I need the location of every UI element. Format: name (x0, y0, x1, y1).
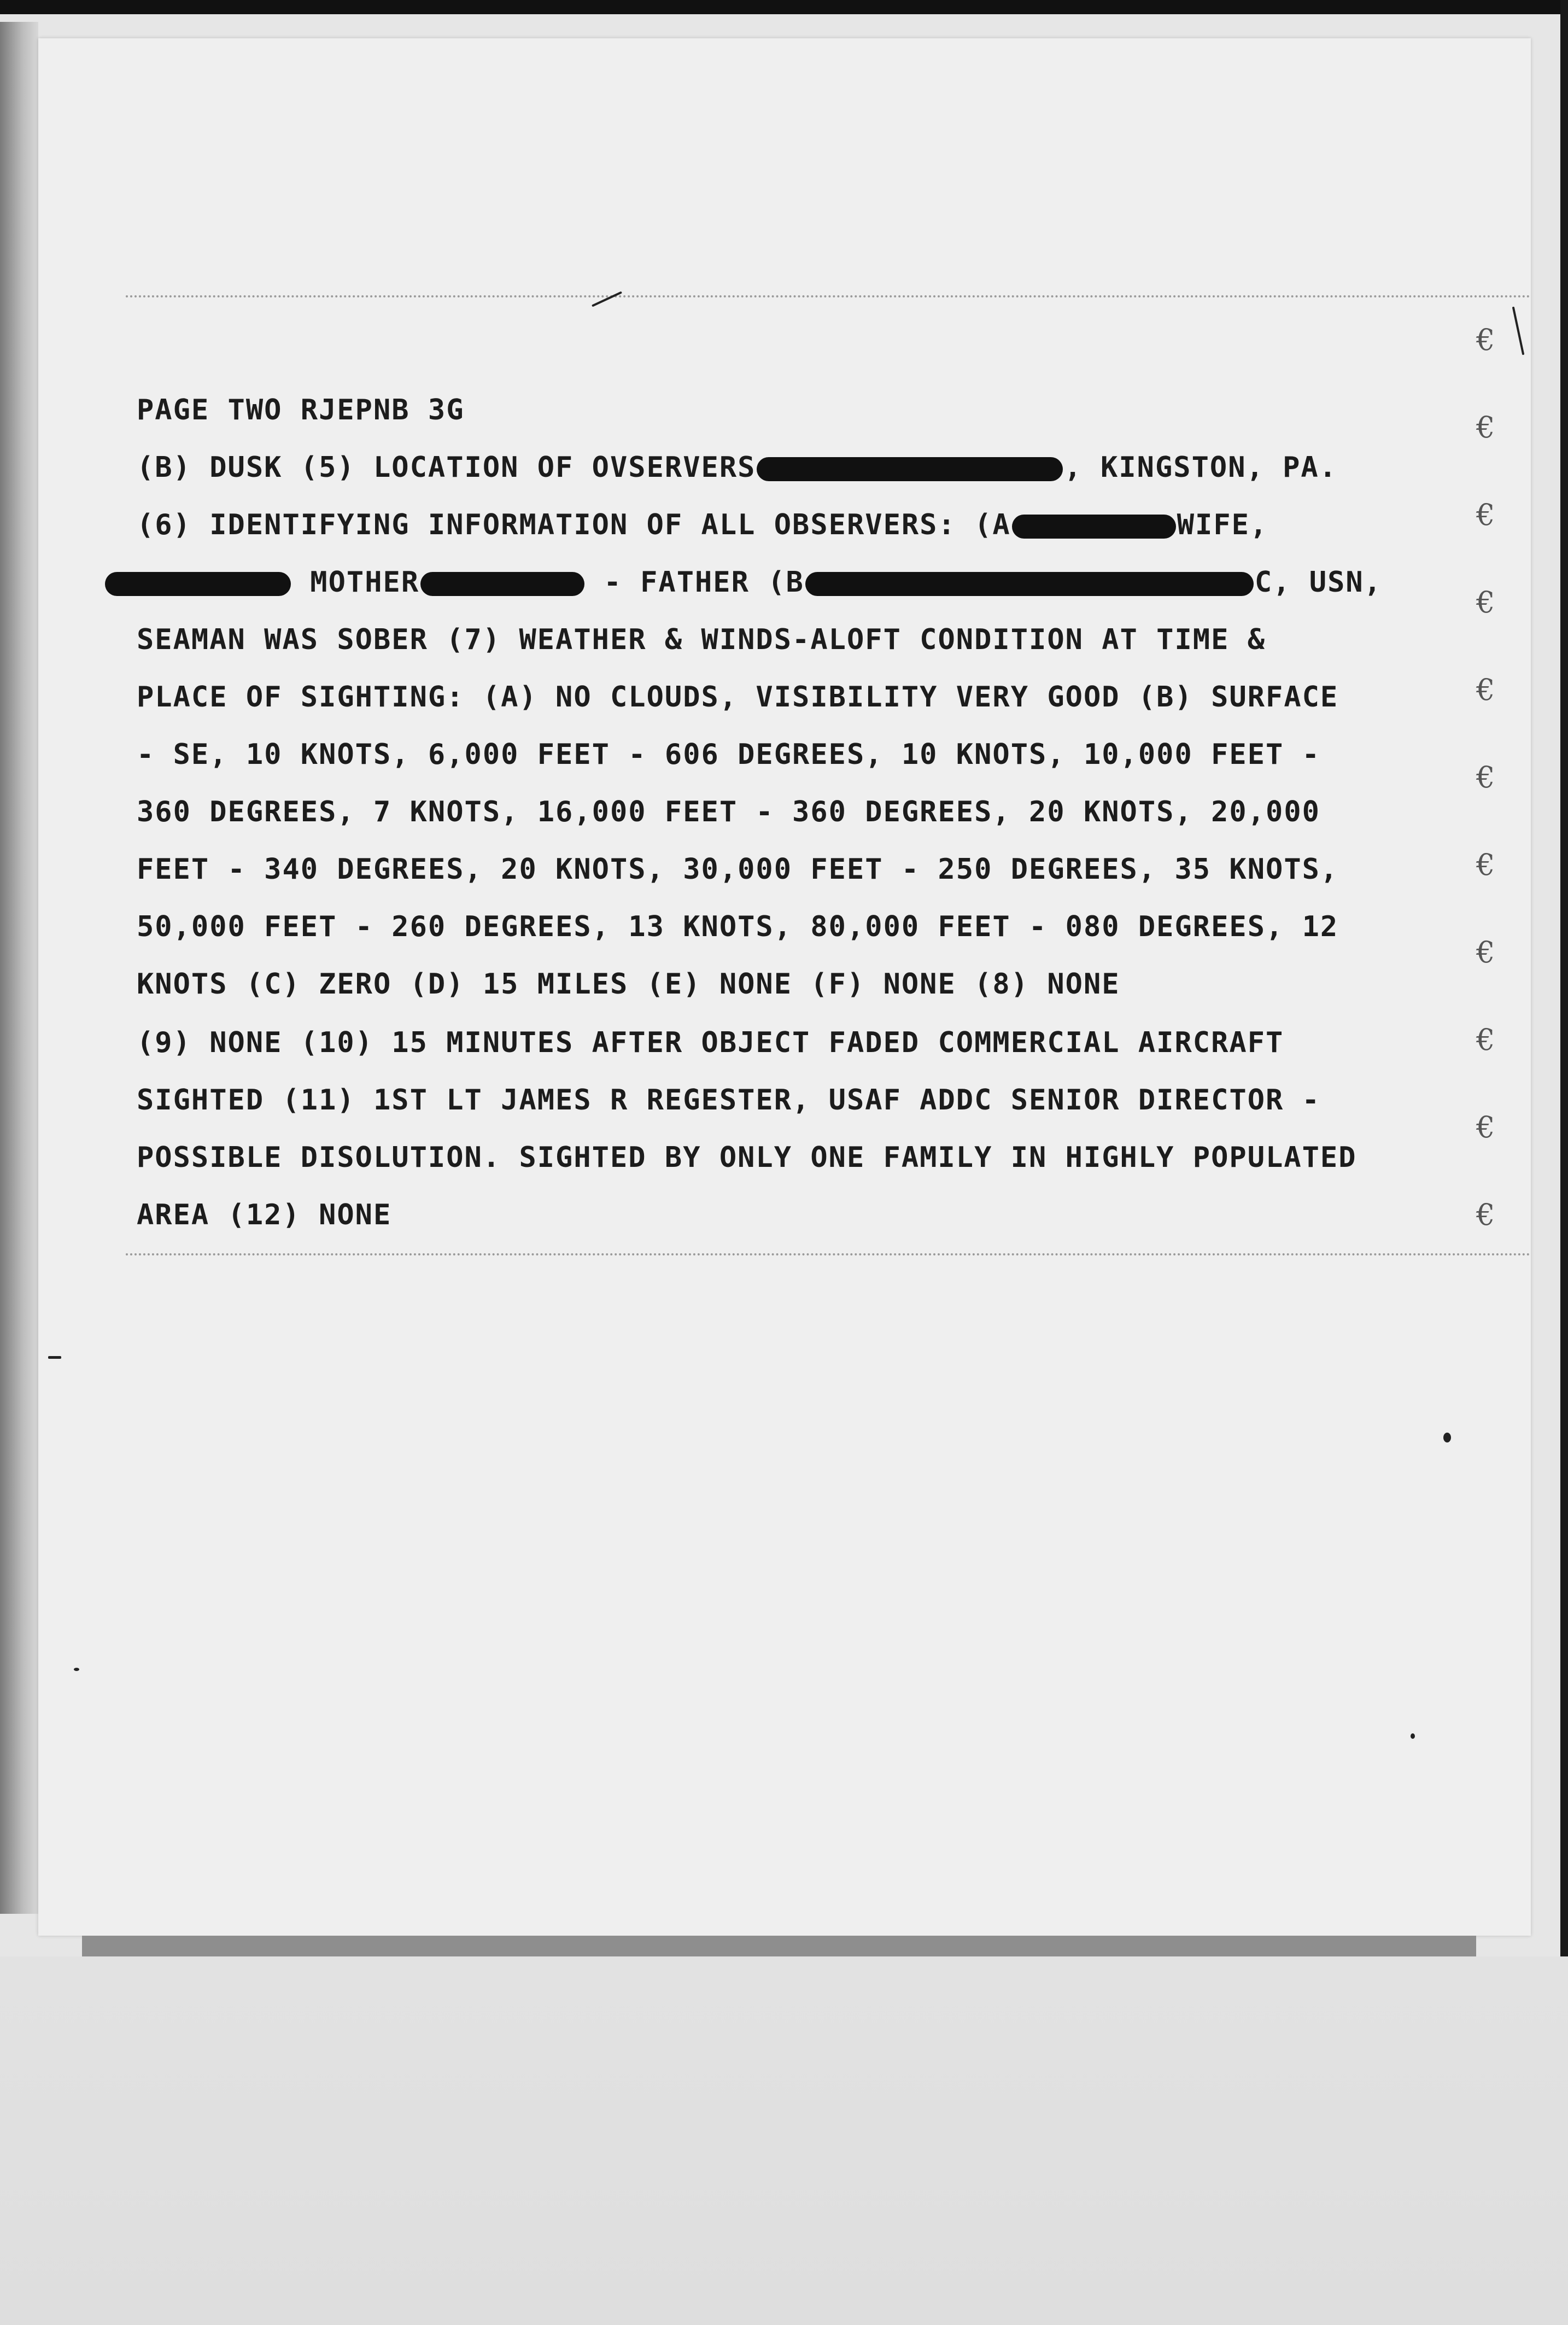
text-line-13: POSSIBLE DISOLUTION. SIGHTED BY ONLY ONE FAMILY IN HIGHLY POPULATED (137, 1141, 1357, 1174)
text-line-3-mother: MOTHER (292, 566, 420, 599)
margin-mark: € (1476, 1197, 1495, 1232)
text-line-8: FEET - 340 DEGREES, 20 KNOTS, 30,000 FEET - 250 DEGREES, 35 KNOTS, (137, 853, 1339, 886)
margin-mark: € (1476, 1110, 1495, 1144)
redaction-block (105, 572, 291, 596)
margin-mark: € (1476, 673, 1495, 707)
text-line-14: AREA (12) NONE (137, 1199, 392, 1231)
margin-mark: € (1476, 410, 1495, 445)
text-line-1 (137, 451, 1337, 484)
sheet-bottom-edge (82, 1936, 1476, 1956)
scan-speck (1443, 1433, 1451, 1442)
text-line-5: PLACE OF SIGHTING: (A) NO CLOUDS, VISIBILITY VERY GOOD (B) SURFACE (137, 681, 1339, 714)
film-top-edge (0, 0, 1568, 14)
margin-mark: € (1476, 760, 1495, 795)
redaction-block (1012, 515, 1176, 539)
margin-mark: € (1476, 323, 1495, 357)
scan-speck (1411, 1733, 1415, 1739)
scan-speck (74, 1668, 79, 1671)
text-line-3-end: C, USN, (1254, 566, 1382, 599)
text-line-2-start: (6) IDENTIFYING INFORMATION OF ALL OBSERVERS: (A (137, 509, 1011, 541)
text-line-4: SEAMAN WAS SOBER (7) WEATHER & WINDS-ALOFT CONDITION AT TIME & (137, 623, 1266, 656)
margin-mark: € (1476, 585, 1495, 620)
redaction-block (805, 572, 1254, 596)
text-line-2 (137, 509, 1268, 541)
text-line-3-father: - FATHER (B (586, 566, 804, 599)
margin-mark: € (1476, 935, 1495, 969)
text-line-1-start: (B) DUSK (5) LOCATION OF OVSERVERS (137, 451, 756, 484)
scanner-background (0, 1956, 1568, 2325)
text-line-7: 360 DEGREES, 7 KNOTS, 16,000 FEET - 360 DEGREES, 20 KNOTS, 20,000 (137, 796, 1320, 828)
redaction-block (757, 457, 1063, 481)
text-line-10: KNOTS (C) ZERO (D) 15 MILES (E) NONE (F) NONE (8) NONE (137, 968, 1120, 1001)
text-line-11: (9) NONE (10) 15 MINUTES AFTER OBJECT FADED COMMERCIAL AIRCRAFT (137, 1026, 1284, 1059)
text-line-12: SIGHTED (11) 1ST LT JAMES R REGESTER, USAF ADDC SENIOR DIRECTOR - (137, 1084, 1320, 1117)
text-line-2-end: WIFE, (1177, 509, 1268, 541)
scan-speck (48, 1356, 61, 1359)
text-line-9: 50,000 FEET - 260 DEGREES, 13 KNOTS, 80,000 FEET - 080 DEGREES, 12 (137, 910, 1339, 943)
redaction-block (420, 572, 584, 596)
text-line-3 (104, 566, 1382, 599)
page-header: PAGE TWO RJEPNB 3G (137, 394, 465, 427)
page-left-shadow (0, 22, 38, 1914)
margin-mark: € (1476, 498, 1495, 532)
perforation-top (126, 295, 1531, 297)
margin-mark: € (1476, 848, 1495, 882)
text-line-6: - SE, 10 KNOTS, 6,000 FEET - 606 DEGREES, 10 KNOTS, 10,000 FEET - (137, 738, 1320, 771)
margin-mark: € (1476, 1023, 1495, 1057)
perforation-bottom (126, 1253, 1531, 1255)
text-line-1-end: , KINGSTON, PA. (1064, 451, 1338, 484)
